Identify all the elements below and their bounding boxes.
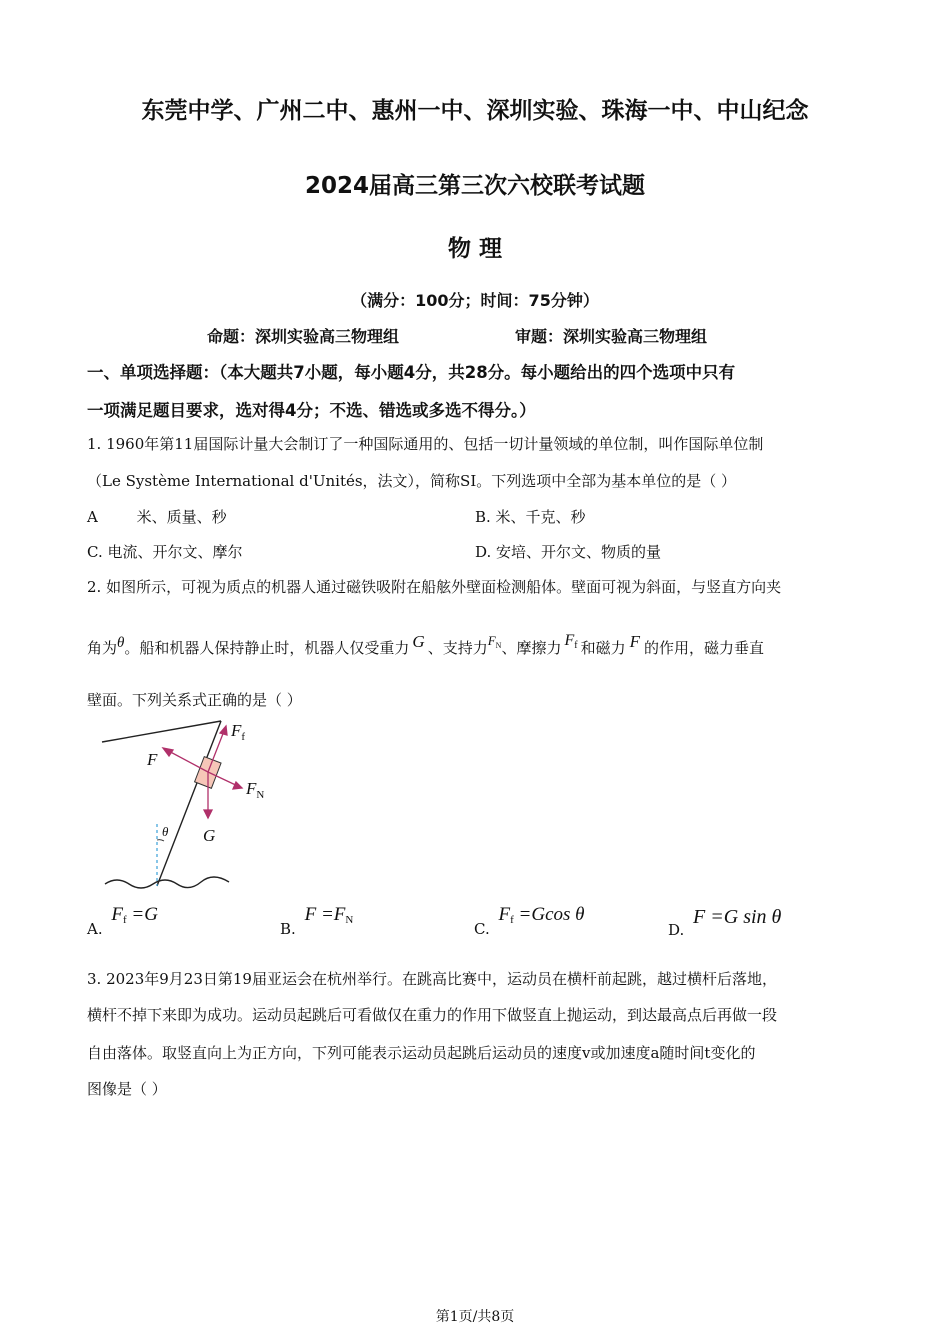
q3-line2: 横杆不掉下来即为成功。运动员起跳后可看做仅在重力的作用下做竖直上抛运动，到达最高点后再做一段 [87, 1006, 778, 1024]
q1-option-d: D. 安培、开尔文、物质的量 [475, 543, 662, 561]
q2-option-b-expr: $F =F_N$ [304, 904, 354, 926]
q2-option-c [474, 904, 584, 938]
label-g: G [203, 826, 216, 845]
exam-title: 2024届高三第三次六校联考试题 [304, 173, 645, 199]
q2-line1: 2. 如图所示，可视为质点的机器人通过磁铁吸附在船舷外壁面检测船体。壁面可视为斜面，与竖直方向夹 [87, 578, 782, 596]
magnetic-force-symbol: F [629, 632, 640, 651]
hull-wall-line [157, 721, 221, 886]
water-wave [105, 877, 229, 888]
q2-option-a-letter: A. [87, 920, 103, 938]
q2-line2-f: 的作用，磁力垂直 [643, 639, 764, 657]
q2-option-d-letter: D. [668, 921, 685, 939]
setter: 命题：深圳实验高三物理组 [207, 327, 400, 346]
magnetic-arrow-head [163, 748, 173, 756]
gravity-arrow-head [204, 810, 212, 818]
q1-line2: （Le Système International d'Unités，法文），简称SI。下列选项中全部为基本单位的是（ ） [87, 472, 737, 490]
label-fn: $F_N$ [246, 779, 265, 801]
reviewer: 审题：深圳实验高三物理组 [515, 327, 708, 346]
q2-line2 [87, 632, 764, 658]
q2-option-c-expr: $F_f =Gcos$ θ [498, 904, 585, 926]
q2-option-a-expr: $F_f =G$ [111, 904, 158, 926]
q2-option-c-letter: C. [474, 920, 490, 938]
q2-force-diagram [95, 712, 295, 897]
section1-line2: 一项满足题目要求，选对得4分；不选、错选或多选不得分。） [87, 401, 536, 420]
q3-line4: 图像是（ ） [87, 1080, 167, 1098]
q2-option-a [87, 904, 158, 938]
theta-symbol: θ [117, 635, 125, 651]
q3-line1: 3. 2023年9月23日第19届亚运会在杭州举行。在跳高比赛中，运动员在横杆前起跳，越过横杆后落地， [87, 970, 777, 988]
q2-line2-c: 、支持力 [427, 639, 488, 657]
q2-line2-a: 角为 [87, 639, 118, 657]
label-f: F [147, 750, 158, 769]
q1-option-a [87, 506, 227, 527]
q1-line1: 1. 1960年第11届国际计量大会制订了一种国际通用的、包括一切计量领域的单位制，叫作国际单位制 [87, 435, 764, 453]
q2-option-d [668, 906, 781, 939]
section1-line1: 一、单项选择题：（本大题共7小题，每小题4分，共28分。每小题给出的四个选项中只有 [87, 363, 736, 382]
schools-title: 东莞中学、广州二中、惠州一中、深圳实验、珠海一中、中山纪念 [141, 98, 809, 124]
q2-line2-e: 和磁力 [580, 639, 626, 657]
q3-line3: 自由落体。取竖直向上为正方向，下列可能表示运动员起跳后运动员的速度v或加速度a随时间t变化的 [87, 1044, 756, 1062]
score-time: （满分：100分；时间：75分钟） [351, 291, 599, 310]
q1-option-b: B. 米、千克、秒 [475, 508, 586, 526]
normal-force-symbol: $F_N$ [487, 633, 502, 650]
q2-option-b [280, 904, 353, 938]
theta-arc [157, 840, 164, 841]
q2-line2-d: 、摩擦力 [501, 639, 562, 657]
q2-line3: 壁面。下列关系式正确的是（ ） [87, 691, 302, 709]
normal-arrow-head [233, 782, 242, 789]
q1-option-a-text: 米、质量、秒 [136, 508, 227, 526]
label-ff: $F_f$ [231, 721, 246, 743]
q2-option-b-letter: B. [280, 920, 296, 938]
q1-option-c: C. 电流、开尔文、摩尔 [87, 543, 243, 561]
friction-arrow-head [220, 726, 227, 735]
label-theta: θ [162, 824, 169, 839]
q2-option-d-expr: F =G sin θ [693, 906, 782, 928]
q2-line2-b: 。船和机器人保持静止时，机器人仅受重力 [124, 639, 410, 657]
q1-option-a-letter: A [87, 508, 98, 526]
friction-symbol: $F_f$ [564, 632, 578, 651]
page-number: 第1页/共8页 [435, 1309, 515, 1325]
gravity-symbol: G [412, 632, 425, 651]
subject-title: 物 理 [447, 236, 502, 262]
deck-line [102, 721, 221, 742]
